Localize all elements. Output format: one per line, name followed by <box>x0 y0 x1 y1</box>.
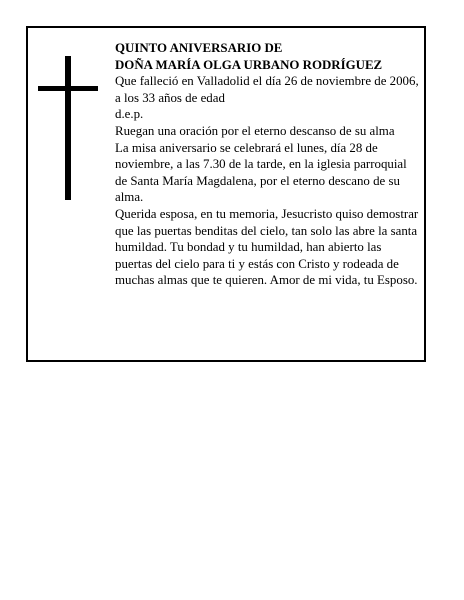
rip-text: d.e.p. <box>115 107 144 122</box>
cross-icon <box>38 56 98 200</box>
cross-vertical-bar <box>65 56 71 200</box>
notice-text <box>115 40 421 289</box>
prayer-request: Ruegan una oración por el eterno descanso de su alma <box>115 123 395 138</box>
cross-horizontal-bar <box>38 86 98 91</box>
dedication-text: Querida esposa, en tu memoria, Jesucristo quiso demostrar que las puertas benditas del cielo, tan solo las abre la santa humildad. Tu bondad y tu humildad, han abierto las puertas del cielo para ti y estás con Cristo y rodeada de muchas almas que te quieren. Amor de mi vida, tu Esposo. <box>115 206 419 288</box>
notice-heading-line2: DOÑA MARÍA OLGA URBANO RODRÍGUEZ <box>115 57 383 72</box>
death-info: Que falleció en Valladolid el día 26 de noviembre de 2006, a los 33 años de edad <box>115 74 419 105</box>
notice-heading-line1: QUINTO ANIVERSARIO DE <box>115 41 283 55</box>
mass-info: La misa aniversario se celebrará el lunes, día 28 de noviembre, a las 7.30 de la tarde, en la iglesia parroquial de Santa María Magdalena, por el eterno descano de su alma. <box>115 140 407 205</box>
obituary-notice <box>26 26 426 362</box>
